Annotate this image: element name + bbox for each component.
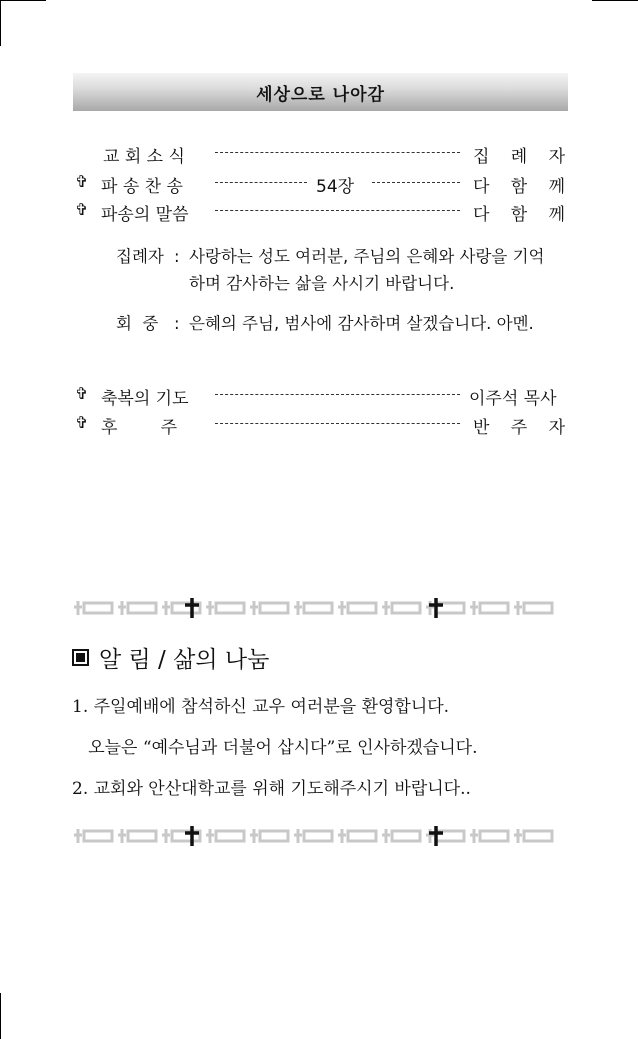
small-cross-icon <box>514 601 522 615</box>
small-cross-icon <box>382 601 390 615</box>
dialogue-text: 사랑하는 성도 여러분, 주님의 은혜와 사랑을 기억하며 감사하는 삶을 사시기 바랍니다. <box>189 247 545 293</box>
notice-item: 1. 주일예배에 참석하신 교우 여러분을 환영합니다. <box>72 697 450 717</box>
order-row <box>75 142 565 166</box>
dashed-leader <box>215 423 460 424</box>
notice-heading <box>72 641 269 674</box>
dialogue-text: 은혜의 주님, 범사에 감사하며 살겠습니다. 아멘. <box>189 314 534 333</box>
cross-icon: ✞ <box>75 413 89 432</box>
small-cross-icon <box>250 601 258 615</box>
small-cross-icon <box>426 829 434 843</box>
dashed-leader <box>215 182 307 183</box>
order-leader-person: 다 함 께 <box>473 177 565 197</box>
chain-link <box>216 831 244 841</box>
order-label: 교 회 소 식 <box>103 147 185 167</box>
chain-link <box>84 831 112 841</box>
speaker-label: 집례자 <box>116 247 164 266</box>
chain-link <box>84 603 112 613</box>
small-cross-icon <box>294 601 302 615</box>
small-cross-icon <box>338 601 346 615</box>
small-cross-icon <box>250 829 258 843</box>
order-label: 파송의 말씀 <box>101 205 189 225</box>
small-cross-icon <box>382 829 390 843</box>
dashed-leader <box>215 152 460 153</box>
small-cross-icon <box>470 829 478 843</box>
notice-title: 알 림 / 삶의 나눔 <box>99 647 270 673</box>
small-cross-icon <box>206 829 214 843</box>
dashed-leader <box>372 182 460 183</box>
dialogue-block: 집례자 : 사랑하는 성도 여러분, 주님의 은혜와 사랑을 기억하며 감사하는 삶을 사시기 바랍니다. <box>116 243 566 303</box>
chain-link <box>348 831 376 841</box>
order-row <box>75 384 565 408</box>
order-label: 축복의 기도 <box>101 389 189 409</box>
order-leader-person: 집 례 자 <box>473 147 565 167</box>
order-leader-person: 다 함 께 <box>473 205 565 225</box>
chain-link <box>304 603 332 613</box>
speaker-label: 회 중 <box>116 314 159 333</box>
small-cross-icon <box>162 601 170 615</box>
order-leader-person: 반 주 자 <box>473 418 565 438</box>
small-cross-icon <box>426 601 434 615</box>
cross-icon <box>185 598 199 618</box>
dashed-leader <box>215 394 460 395</box>
order-label: 파 송 찬 송 <box>101 177 183 197</box>
small-cross-icon <box>514 829 522 843</box>
section-title: 세상으로 나아감 <box>256 84 385 105</box>
crop-mark-top-left <box>0 0 1 46</box>
chain-link <box>128 831 156 841</box>
order-row <box>75 200 565 224</box>
small-cross-icon <box>294 829 302 843</box>
small-cross-icon <box>74 829 82 843</box>
chain-link <box>480 831 508 841</box>
order-row <box>75 413 565 437</box>
dashed-leader <box>215 210 460 211</box>
small-cross-icon <box>338 829 346 843</box>
chain-divider-bottom <box>72 826 560 846</box>
crop-mark-bottom-left <box>0 993 1 1039</box>
order-row <box>75 172 565 196</box>
chain-link <box>128 603 156 613</box>
chain-link <box>392 831 420 841</box>
square-bullet-icon <box>72 649 89 666</box>
chain-link <box>260 603 288 613</box>
cross-icon: ✞ <box>75 200 89 219</box>
order-leader-person: 이주석 목사 <box>469 389 557 409</box>
chain-link <box>260 831 288 841</box>
crop-mark-top-right <box>592 0 638 1</box>
section-header-bar <box>73 73 568 111</box>
notice-item: 오늘은 “예수님과 더불어 삽시다”로 인사하겠습니다. <box>72 738 478 758</box>
cross-icon <box>185 826 199 846</box>
hymn-number: 54장 <box>316 177 355 197</box>
chain-link <box>304 831 332 841</box>
order-label: 후 주 <box>101 418 178 438</box>
cross-icon: ✞ <box>75 384 89 403</box>
chain-divider-top <box>72 598 560 618</box>
small-cross-icon <box>118 829 126 843</box>
small-cross-icon <box>118 601 126 615</box>
chain-link <box>480 603 508 613</box>
chain-link <box>524 603 552 613</box>
small-cross-icon <box>470 601 478 615</box>
dialogue-block: 회 중 : 은혜의 주님, 범사에 감사하며 살겠습니다. 아멘. <box>116 310 566 370</box>
small-cross-icon <box>74 601 82 615</box>
chain-link <box>392 603 420 613</box>
cross-icon: ✞ <box>75 172 89 191</box>
small-cross-icon <box>162 829 170 843</box>
chain-link <box>524 831 552 841</box>
small-cross-icon <box>206 601 214 615</box>
notice-item: 2. 교회와 안산대학교를 위해 기도해주시기 바랍니다.. <box>72 779 471 799</box>
chain-link <box>348 603 376 613</box>
chain-link <box>216 603 244 613</box>
crop-mark-top-left-h <box>0 0 46 1</box>
